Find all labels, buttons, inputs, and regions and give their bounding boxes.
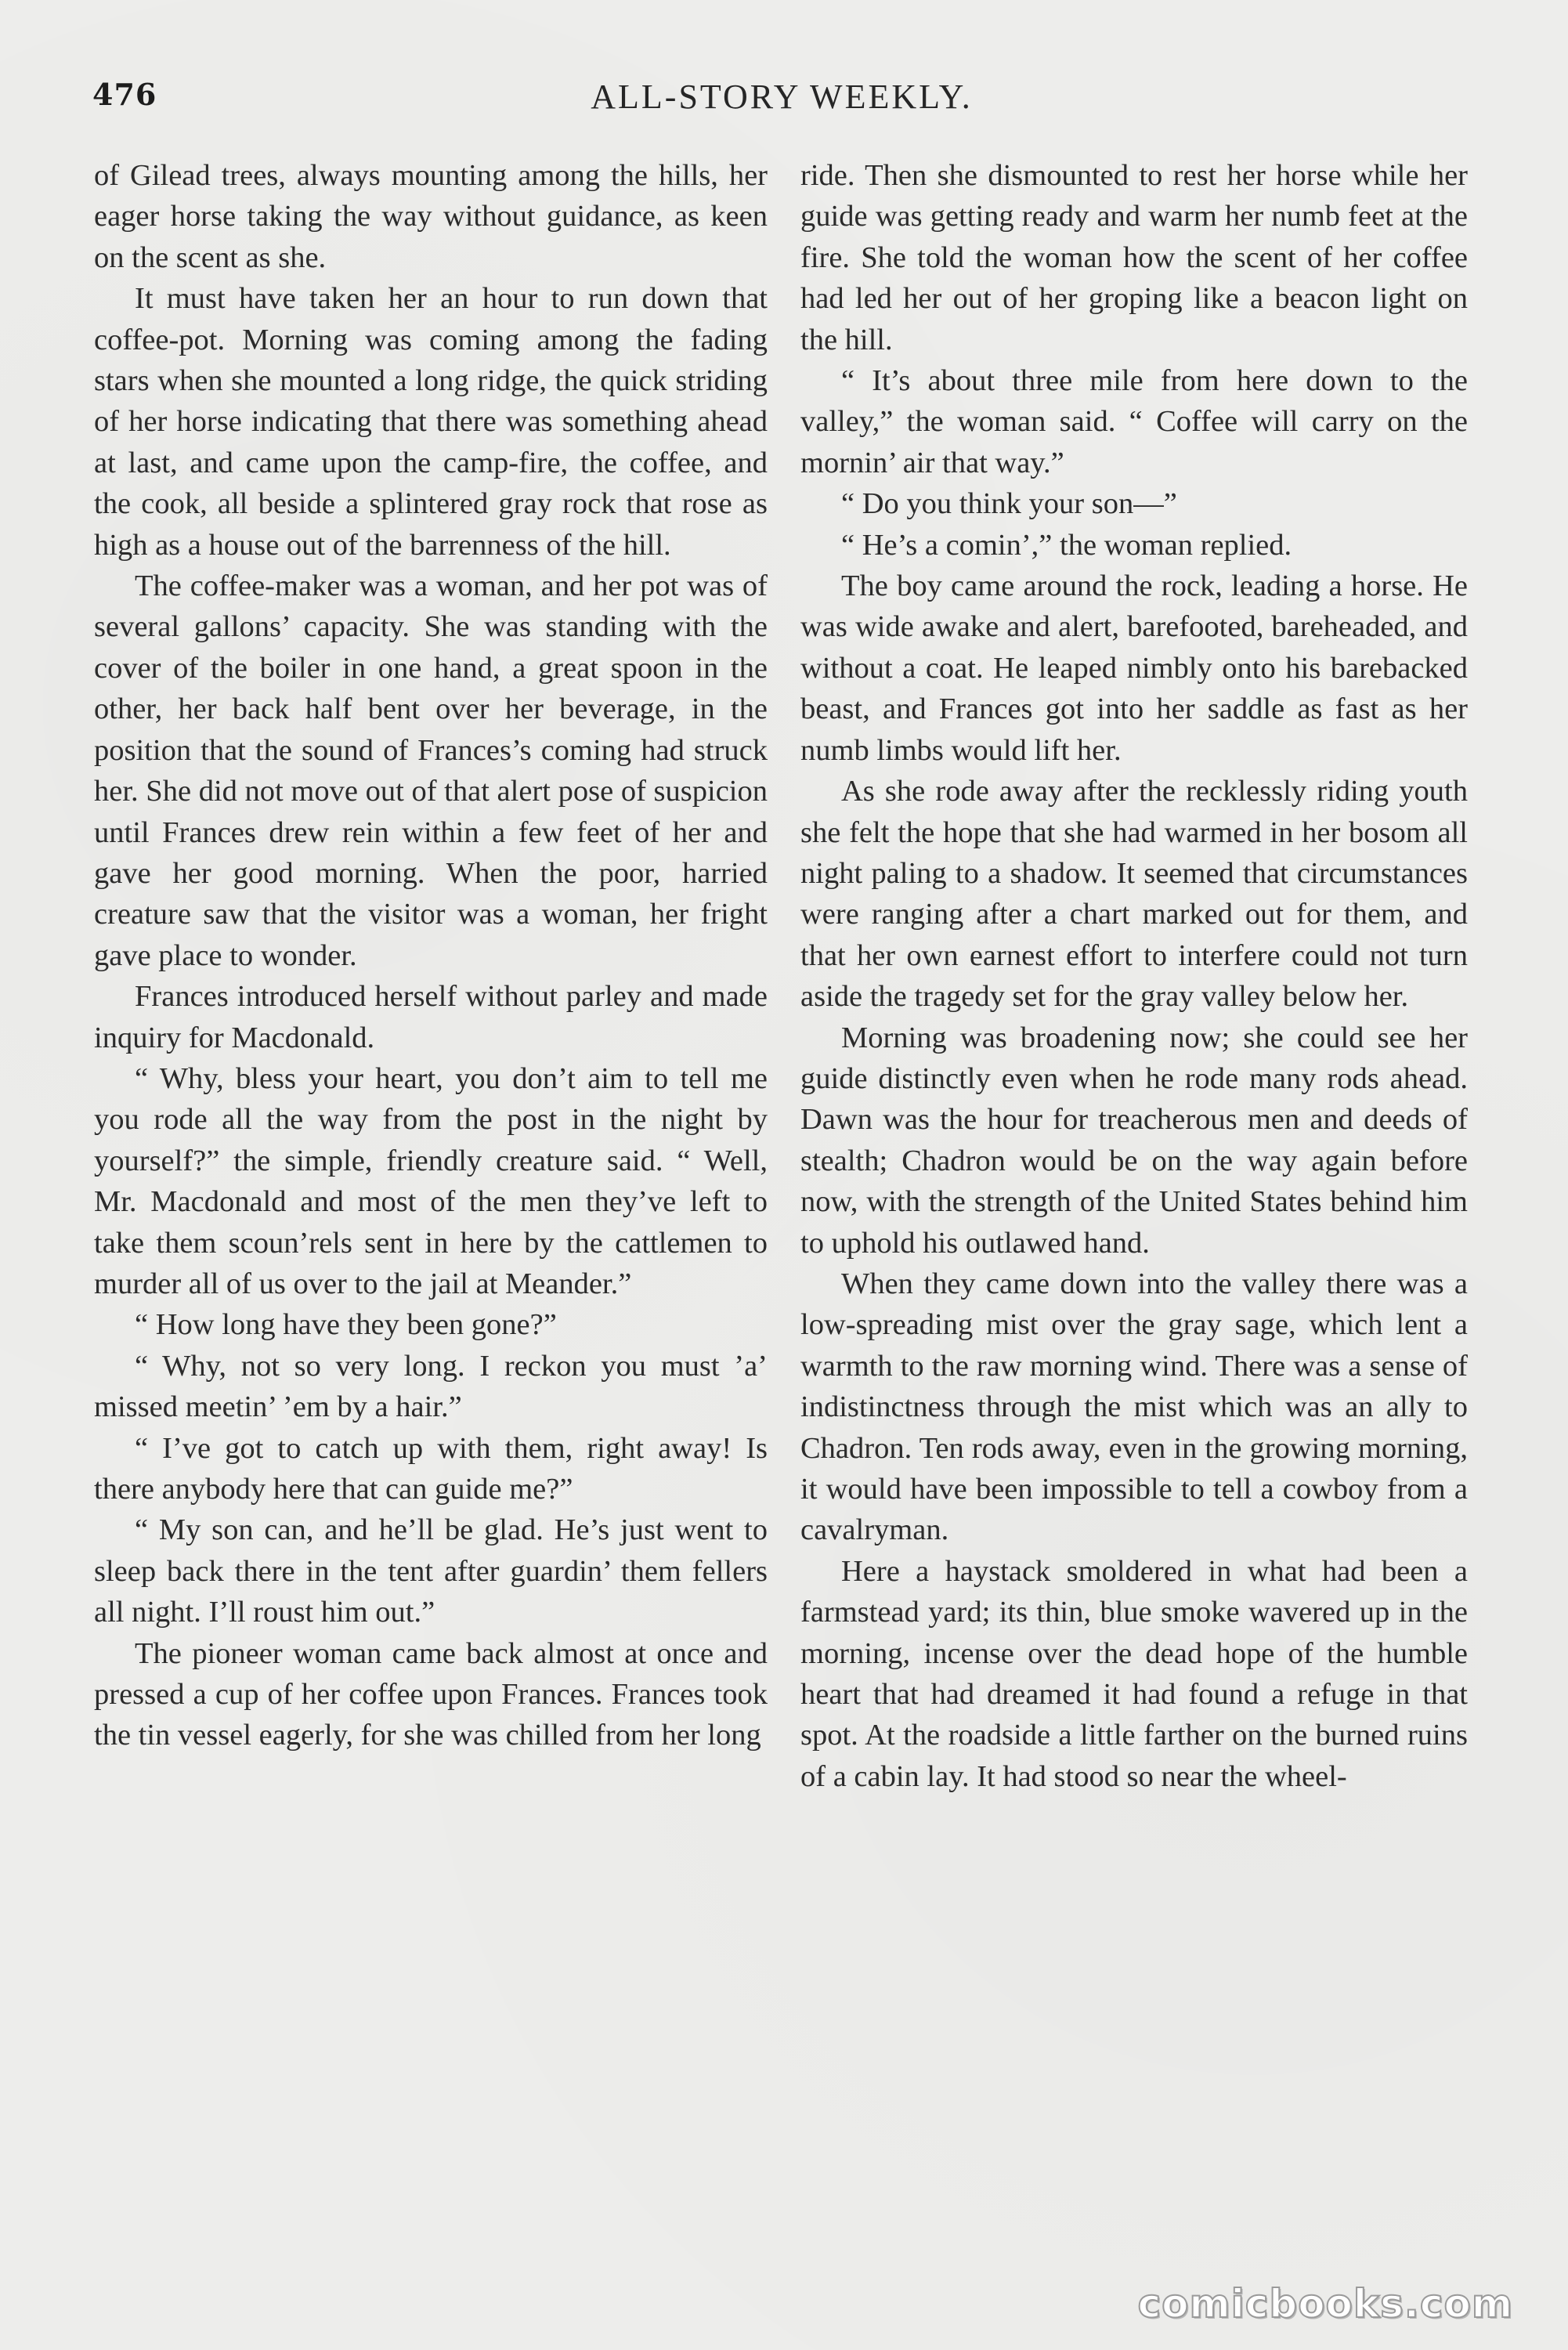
- right-column: [800, 155, 1468, 1797]
- paragraph: Morning was broadening now; she could see her guide distinctly even when he rode many rods ahead. Dawn was the hour for treacherous men and deeds of stealth; Chadron would be on the way again before now, with the strength of the United States behind him to uphold his outlawed hand.: [800, 1021, 1468, 1260]
- paragraph: “ How long have they been gone?”: [135, 1308, 557, 1342]
- running-title: ALL-STORY WEEKLY.: [591, 78, 973, 116]
- paragraph: “ It’s about three mile from here down to the valley,” the woman said. “ Coffee will carry on the mornin’ air that way.”: [800, 364, 1468, 479]
- paragraph: The boy came around the rock, leading a horse. He was wide awake and alert, barefooted, bareheaded, and without a coat. He leaped nimbly onto his barebacked beast, and Frances got into her saddle as fast as her numb limbs would lift her.: [800, 569, 1468, 767]
- paragraph: The pioneer woman came back almost at once and pressed a cup of her coffee upon Frances. Frances took the tin vessel eagerly, for she was chilled from her long: [94, 1636, 768, 1752]
- paragraph: It must have taken her an hour to run down that coffee-pot. Morning was coming among the fading stars when she mounted a long ridge, the quick striding of her horse indicating that there was something ahead at last, and came upon the camp-fire, the coffee, and the cook, all beside a splintered gray rock that rose as high as a house out of the barrenness of the hill.: [94, 282, 768, 562]
- paragraph: “ He’s a comin’,” the woman replied.: [841, 528, 1292, 562]
- paragraph: When they came down into the valley there was a low-spreading mist over the gray sage, which lent a warmth to the raw morning wind. There was a sense of indistinctness through the mist which was an ally to Chadron. Ten rods away, even in the growing morning, it would have been impossible to tell a cowboy from a cavalryman.: [800, 1267, 1468, 1547]
- paragraph: “ Why, not so very long. I reckon you must ’a’ missed meetin’ ’em by a hair.”: [94, 1349, 768, 1424]
- left-column: [94, 155, 768, 1756]
- paragraph: ride. Then she dismounted to rest her horse while her guide was getting ready and warm her numb feet at the fire. She told the woman how the scent of her coffee had led her out of her groping like a beacon light on the hill.: [800, 159, 1468, 356]
- paragraph: As she rode away after the recklessly riding youth she felt the hope that she had warmed in her bosom all night paling to a shadow. It seemed that circumstances were ranging after a chart marked out for them, and that her own earnest effort to interfere could not turn aside the tragedy set for the gray valley below her.: [800, 775, 1468, 1014]
- paragraph: “ Why, bless your heart, you don’t aim to tell me you rode all the way from the post in the night by yourself?” the simple, friendly creature said. “ Well, Mr. Macdonald and most of the men they’ve left to take them scoun’rels sent in here by the cattlemen to murder all of us over to the jail at Meander.”: [94, 1061, 768, 1300]
- page-number: 476: [92, 77, 157, 112]
- paragraph: “ Do you think your son—”: [841, 487, 1177, 521]
- paragraph: Frances introduced herself without parley and made inquiry for Macdonald.: [94, 980, 768, 1054]
- paragraph: of Gilead trees, always mounting among the hills, her eager horse taking the way without guidance, as keen on the scent as she.: [94, 159, 768, 274]
- paragraph: “ I’ve got to catch up with them, right away! Is there anybody here that can guide me?”: [94, 1431, 768, 1506]
- site-watermark: comicbooks.com: [1137, 2281, 1513, 2326]
- paragraph: The coffee-maker was a woman, and her pot was of several gallons’ capacity. She was standing with the cover of the boiler in one hand, a great spoon in the other, her back half bent over her beverage, in the position that the sound of Frances’s coming had struck her. She did not move out of that alert pose of suspicion until Frances drew rein within a few feet of her and gave her good morning. When the poor, harried creature saw that the visitor was a woman, her fright gave place to wonder.: [94, 569, 768, 972]
- paragraph: Here a haystack smoldered in what had been a farmstead yard; its thin, blue smoke wavered up in the morning, incense over the dead hope of the humble heart that had dreamed it had found a refuge in that spot. At the roadside a little farther on the burned ruins of a cabin lay. It had stood so near the wheel-: [800, 1554, 1468, 1793]
- page-header: [92, 77, 1471, 124]
- paragraph: “ My son can, and he’ll be glad. He’s just went to sleep back there in the tent after guardin’ them fellers all night. I’ll roust him out.”: [94, 1513, 768, 1629]
